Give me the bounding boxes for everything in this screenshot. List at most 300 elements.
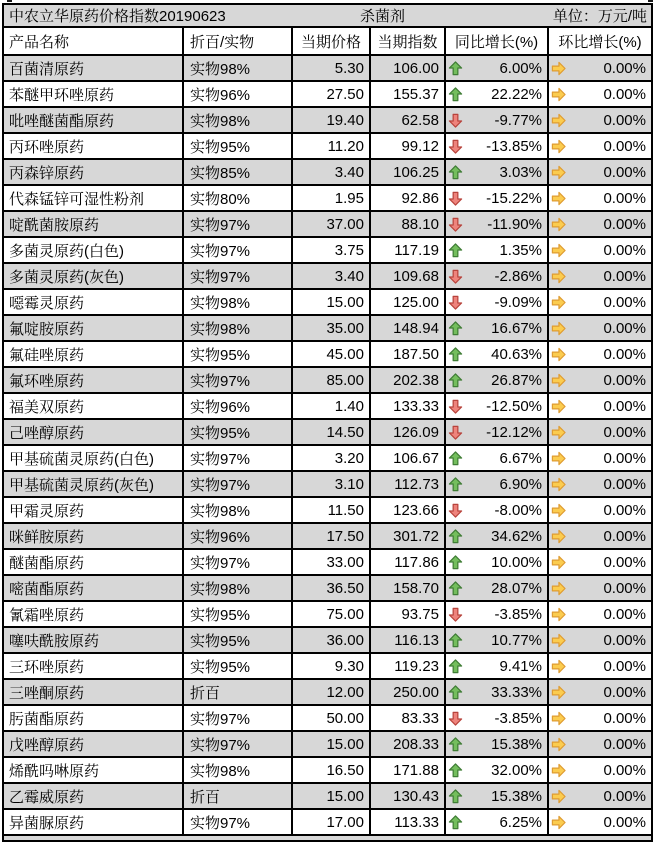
purity-cell: 实物97% bbox=[184, 446, 293, 470]
yoy-cell bbox=[446, 108, 549, 132]
index-cell: 130.43 bbox=[371, 784, 446, 808]
header-mom-growth: 环比增长(%) bbox=[558, 33, 642, 51]
yoy-value: -2.86% bbox=[494, 267, 542, 285]
table-row bbox=[4, 342, 651, 368]
mom-cell bbox=[549, 82, 651, 106]
price-cell: 36.00 bbox=[293, 628, 371, 652]
price-cell: 3.20 bbox=[293, 446, 371, 470]
right-arrow-icon bbox=[551, 607, 566, 622]
product-name-cell: 氟硅唑原药 bbox=[4, 342, 184, 366]
mom-value: 0.00% bbox=[603, 59, 646, 77]
price-cell: 3.10 bbox=[293, 472, 371, 496]
mom-cell bbox=[549, 342, 651, 366]
yoy-cell bbox=[446, 316, 549, 340]
index-cell: 109.68 bbox=[371, 264, 446, 288]
right-arrow-icon bbox=[551, 191, 566, 206]
right-arrow-icon bbox=[551, 763, 566, 778]
table-row bbox=[4, 238, 651, 264]
price-cell: 33.00 bbox=[293, 550, 371, 574]
index-cell: 123.66 bbox=[371, 498, 446, 522]
purity-cell: 折百 bbox=[184, 680, 293, 704]
product-name-cell: 己唑醇原药 bbox=[4, 420, 184, 444]
purity-cell: 实物97% bbox=[184, 732, 293, 756]
yoy-cell bbox=[446, 576, 549, 600]
product-name-cell: 肟菌酯原药 bbox=[4, 706, 184, 730]
product-name-cell: 氟环唑原药 bbox=[4, 368, 184, 392]
right-arrow-icon bbox=[551, 425, 566, 440]
unit-label: 单位：万元/吨 bbox=[552, 8, 647, 25]
product-name-cell: 吡唑醚菌酯原药 bbox=[4, 108, 184, 132]
price-cell: 15.00 bbox=[293, 732, 371, 756]
index-cell: 92.86 bbox=[371, 186, 446, 210]
purity-cell: 实物96% bbox=[184, 394, 293, 418]
yoy-value: 15.38% bbox=[491, 735, 542, 753]
index-cell: 133.33 bbox=[371, 394, 446, 418]
down-arrow-icon bbox=[448, 607, 463, 622]
right-arrow-icon bbox=[551, 399, 566, 414]
index-cell: 113.33 bbox=[371, 810, 446, 834]
purity-cell: 实物95% bbox=[184, 342, 293, 366]
up-arrow-icon bbox=[448, 737, 463, 752]
yoy-value: -11.90% bbox=[487, 215, 542, 233]
index-cell: 116.13 bbox=[371, 628, 446, 652]
header-index: 当期指数 bbox=[371, 28, 446, 54]
yoy-value: 33.33% bbox=[491, 683, 542, 701]
table-row bbox=[4, 472, 651, 498]
up-arrow-icon bbox=[448, 685, 463, 700]
mom-value: 0.00% bbox=[603, 527, 646, 545]
mom-cell bbox=[549, 56, 651, 80]
index-cell: 119.23 bbox=[371, 654, 446, 678]
mom-value: 0.00% bbox=[603, 215, 646, 233]
mom-cell bbox=[549, 420, 651, 444]
product-name-cell: 醚菌酯原药 bbox=[4, 550, 184, 574]
mom-cell bbox=[549, 472, 651, 496]
product-name-cell: 烯酰吗啉原药 bbox=[4, 758, 184, 782]
down-arrow-icon bbox=[448, 711, 463, 726]
index-cell: 158.70 bbox=[371, 576, 446, 600]
right-arrow-icon bbox=[551, 477, 566, 492]
table-row bbox=[4, 654, 651, 680]
mom-cell bbox=[549, 238, 651, 262]
yoy-value: 6.25% bbox=[499, 813, 542, 831]
yoy-cell bbox=[446, 446, 549, 470]
product-name-cell: 丙环唑原药 bbox=[4, 134, 184, 158]
price-cell: 3.40 bbox=[293, 160, 371, 184]
index-cell: 88.10 bbox=[371, 212, 446, 236]
table-row bbox=[4, 498, 651, 524]
up-arrow-icon bbox=[448, 633, 463, 648]
up-arrow-icon bbox=[448, 165, 463, 180]
index-cell: 301.72 bbox=[371, 524, 446, 548]
table-row bbox=[4, 264, 651, 290]
up-arrow-icon bbox=[448, 659, 463, 674]
purity-cell: 实物97% bbox=[184, 368, 293, 392]
yoy-value: 6.90% bbox=[499, 475, 542, 493]
yoy-value: 10.77% bbox=[491, 631, 542, 649]
yoy-cell bbox=[446, 160, 549, 184]
product-name-cell: 氰霜唑原药 bbox=[4, 602, 184, 626]
purity-cell: 实物96% bbox=[184, 524, 293, 548]
yoy-cell bbox=[446, 758, 549, 782]
down-arrow-icon bbox=[448, 191, 463, 206]
yoy-cell bbox=[446, 264, 549, 288]
price-cell: 15.00 bbox=[293, 784, 371, 808]
up-arrow-icon bbox=[448, 763, 463, 778]
table-row bbox=[4, 160, 651, 186]
price-cell: 50.00 bbox=[293, 706, 371, 730]
yoy-cell bbox=[446, 420, 549, 444]
index-cell: 148.94 bbox=[371, 316, 446, 340]
mom-value: 0.00% bbox=[603, 163, 646, 181]
right-arrow-icon bbox=[551, 659, 566, 674]
right-arrow-icon bbox=[551, 243, 566, 258]
mom-cell bbox=[549, 446, 651, 470]
mom-value: 0.00% bbox=[603, 761, 646, 779]
mom-cell bbox=[549, 654, 651, 678]
index-cell: 106.67 bbox=[371, 446, 446, 470]
mom-cell bbox=[549, 394, 651, 418]
yoy-cell bbox=[446, 342, 549, 366]
up-arrow-icon bbox=[448, 451, 463, 466]
index-cell: 155.37 bbox=[371, 82, 446, 106]
yoy-value: -9.09% bbox=[494, 293, 542, 311]
index-cell: 250.00 bbox=[371, 680, 446, 704]
price-cell: 45.00 bbox=[293, 342, 371, 366]
yoy-cell bbox=[446, 56, 549, 80]
header-price: 当期价格 bbox=[293, 28, 371, 54]
price-cell: 1.95 bbox=[293, 186, 371, 210]
yoy-cell bbox=[446, 186, 549, 210]
purity-cell: 实物97% bbox=[184, 472, 293, 496]
table-row bbox=[4, 186, 651, 212]
down-arrow-icon bbox=[448, 399, 463, 414]
mom-cell bbox=[549, 810, 651, 834]
mom-cell bbox=[549, 316, 651, 340]
index-cell: 99.12 bbox=[371, 134, 446, 158]
mom-value: 0.00% bbox=[603, 267, 646, 285]
purity-cell: 实物97% bbox=[184, 550, 293, 574]
mom-cell bbox=[549, 368, 651, 392]
mom-cell bbox=[549, 160, 651, 184]
yoy-cell bbox=[446, 290, 549, 314]
right-arrow-icon bbox=[551, 503, 566, 518]
mom-value: 0.00% bbox=[603, 735, 646, 753]
purity-cell: 实物95% bbox=[184, 602, 293, 626]
purity-cell: 实物97% bbox=[184, 238, 293, 262]
yoy-value: 1.35% bbox=[499, 241, 542, 259]
product-name-cell: 代森锰锌可湿性粉剂 bbox=[4, 186, 184, 210]
yoy-value: 6.67% bbox=[499, 449, 542, 467]
index-cell: 93.75 bbox=[371, 602, 446, 626]
mom-value: 0.00% bbox=[603, 657, 646, 675]
right-arrow-icon bbox=[551, 451, 566, 466]
purity-cell: 实物98% bbox=[184, 576, 293, 600]
yoy-value: -9.77% bbox=[494, 111, 542, 129]
right-arrow-icon bbox=[551, 295, 566, 310]
index-cell: 202.38 bbox=[371, 368, 446, 392]
mom-value: 0.00% bbox=[603, 423, 646, 441]
header-yoy-growth: 同比增长(%) bbox=[446, 28, 549, 54]
mom-cell bbox=[549, 628, 651, 652]
table-row bbox=[4, 290, 651, 316]
purity-cell: 实物80% bbox=[184, 186, 293, 210]
table-row bbox=[4, 394, 651, 420]
product-name-cell: 戊唑醇原药 bbox=[4, 732, 184, 756]
mom-cell bbox=[549, 550, 651, 574]
mom-cell bbox=[549, 602, 651, 626]
mom-value: 0.00% bbox=[603, 579, 646, 597]
yoy-value: 34.62% bbox=[491, 527, 542, 545]
mom-value: 0.00% bbox=[603, 813, 646, 831]
mom-cell bbox=[549, 134, 651, 158]
price-cell: 9.30 bbox=[293, 654, 371, 678]
price-cell: 17.50 bbox=[293, 524, 371, 548]
table-row bbox=[4, 108, 651, 134]
product-name-cell: 三唑酮原药 bbox=[4, 680, 184, 704]
yoy-value: 6.00% bbox=[499, 59, 542, 77]
price-cell: 35.00 bbox=[293, 316, 371, 340]
mom-cell bbox=[549, 758, 651, 782]
down-arrow-icon bbox=[448, 425, 463, 440]
up-arrow-icon bbox=[448, 347, 463, 362]
purity-cell: 实物98% bbox=[184, 108, 293, 132]
product-name-cell: 多菌灵原药(白色) bbox=[4, 238, 184, 262]
up-arrow-icon bbox=[448, 477, 463, 492]
table-row bbox=[4, 576, 651, 602]
yoy-value: 40.63% bbox=[491, 345, 542, 363]
purity-cell: 实物97% bbox=[184, 212, 293, 236]
mom-value: 0.00% bbox=[603, 189, 646, 207]
yoy-value: 28.07% bbox=[491, 579, 542, 597]
mom-cell bbox=[549, 186, 651, 210]
price-cell: 27.50 bbox=[293, 82, 371, 106]
yoy-value: 32.00% bbox=[491, 761, 542, 779]
yoy-cell bbox=[446, 680, 549, 704]
mom-value: 0.00% bbox=[603, 319, 646, 337]
price-cell: 15.00 bbox=[293, 290, 371, 314]
clipped-row-below bbox=[4, 836, 651, 842]
mom-value: 0.00% bbox=[603, 111, 646, 129]
price-cell: 17.00 bbox=[293, 810, 371, 834]
mom-value: 0.00% bbox=[603, 631, 646, 649]
page-title: 中农立华原药价格指数20190623 bbox=[9, 8, 226, 25]
table-row bbox=[4, 524, 651, 550]
up-arrow-icon bbox=[448, 789, 463, 804]
mom-cell bbox=[549, 680, 651, 704]
purity-cell: 实物95% bbox=[184, 420, 293, 444]
mom-value: 0.00% bbox=[603, 137, 646, 155]
purity-cell: 实物98% bbox=[184, 316, 293, 340]
product-name-cell: 氟啶胺原药 bbox=[4, 316, 184, 340]
index-cell: 187.50 bbox=[371, 342, 446, 366]
yoy-value: 9.41% bbox=[499, 657, 542, 675]
right-arrow-icon bbox=[551, 87, 566, 102]
index-cell: 125.00 bbox=[371, 290, 446, 314]
price-cell: 16.50 bbox=[293, 758, 371, 782]
product-name-cell: 噻呋酰胺原药 bbox=[4, 628, 184, 652]
price-cell: 11.50 bbox=[293, 498, 371, 522]
right-arrow-icon bbox=[551, 113, 566, 128]
yoy-value: 10.00% bbox=[491, 553, 542, 571]
product-name-cell: 多菌灵原药(灰色) bbox=[4, 264, 184, 288]
mom-cell bbox=[549, 784, 651, 808]
purity-cell: 实物97% bbox=[184, 264, 293, 288]
table-row bbox=[4, 810, 651, 836]
up-arrow-icon bbox=[448, 243, 463, 258]
right-arrow-icon bbox=[551, 711, 566, 726]
table-row bbox=[4, 784, 651, 810]
product-name-cell: 百菌清原药 bbox=[4, 56, 184, 80]
yoy-value: -3.85% bbox=[494, 605, 542, 623]
clipped-text-fragment bbox=[648, 0, 653, 2]
table-row bbox=[4, 706, 651, 732]
down-arrow-icon bbox=[448, 113, 463, 128]
table-row bbox=[4, 602, 651, 628]
table-title-bar bbox=[4, 5, 651, 28]
yoy-cell bbox=[446, 82, 549, 106]
product-name-cell: 异菌脲原药 bbox=[4, 810, 184, 834]
price-cell: 36.50 bbox=[293, 576, 371, 600]
purity-cell: 实物96% bbox=[184, 82, 293, 106]
right-arrow-icon bbox=[551, 555, 566, 570]
index-cell: 117.19 bbox=[371, 238, 446, 262]
right-arrow-icon bbox=[551, 685, 566, 700]
product-name-cell: 噁霉灵原药 bbox=[4, 290, 184, 314]
up-arrow-icon bbox=[448, 815, 463, 830]
product-name-cell: 苯醚甲环唑原药 bbox=[4, 82, 184, 106]
product-name-cell: 嘧菌酯原药 bbox=[4, 576, 184, 600]
table-row bbox=[4, 82, 651, 108]
price-cell: 3.40 bbox=[293, 264, 371, 288]
up-arrow-icon bbox=[448, 581, 463, 596]
up-arrow-icon bbox=[448, 555, 463, 570]
mom-cell bbox=[549, 108, 651, 132]
mom-value: 0.00% bbox=[603, 397, 646, 415]
price-cell: 19.40 bbox=[293, 108, 371, 132]
right-arrow-icon bbox=[551, 217, 566, 232]
down-arrow-icon bbox=[448, 269, 463, 284]
index-cell: 171.88 bbox=[371, 758, 446, 782]
mom-value: 0.00% bbox=[603, 605, 646, 623]
mom-cell bbox=[549, 264, 651, 288]
mom-cell bbox=[549, 212, 651, 236]
index-cell: 106.00 bbox=[371, 56, 446, 80]
purity-cell: 实物95% bbox=[184, 628, 293, 652]
mom-value: 0.00% bbox=[603, 241, 646, 259]
yoy-cell bbox=[446, 810, 549, 834]
product-name-cell: 甲霜灵原药 bbox=[4, 498, 184, 522]
table-row bbox=[4, 732, 651, 758]
yoy-cell bbox=[446, 368, 549, 392]
yoy-value: 16.67% bbox=[491, 319, 542, 337]
right-arrow-icon bbox=[551, 581, 566, 596]
down-arrow-icon bbox=[448, 503, 463, 518]
table-row bbox=[4, 628, 651, 654]
index-cell: 83.33 bbox=[371, 706, 446, 730]
table-row bbox=[4, 446, 651, 472]
index-cell: 106.25 bbox=[371, 160, 446, 184]
header-product-name: 产品名称 bbox=[4, 28, 184, 54]
product-name-cell: 啶酰菌胺原药 bbox=[4, 212, 184, 236]
price-cell: 1.40 bbox=[293, 394, 371, 418]
yoy-value: -12.50% bbox=[486, 397, 542, 415]
purity-cell: 折百 bbox=[184, 784, 293, 808]
product-name-cell: 甲基硫菌灵原药(白色) bbox=[4, 446, 184, 470]
purity-cell: 实物85% bbox=[184, 160, 293, 184]
mom-value: 0.00% bbox=[603, 85, 646, 103]
down-arrow-icon bbox=[448, 139, 463, 154]
yoy-cell bbox=[446, 134, 549, 158]
yoy-value: 22.22% bbox=[491, 85, 542, 103]
yoy-cell bbox=[446, 238, 549, 262]
mom-value: 0.00% bbox=[603, 501, 646, 519]
product-name-cell: 丙森锌原药 bbox=[4, 160, 184, 184]
mom-value: 0.00% bbox=[603, 293, 646, 311]
purity-cell: 实物97% bbox=[184, 810, 293, 834]
yoy-value: -13.85% bbox=[486, 137, 542, 155]
yoy-cell bbox=[446, 628, 549, 652]
mom-value: 0.00% bbox=[603, 345, 646, 363]
right-arrow-icon bbox=[551, 269, 566, 284]
table-row bbox=[4, 758, 651, 784]
index-cell: 126.09 bbox=[371, 420, 446, 444]
up-arrow-icon bbox=[448, 373, 463, 388]
table-row bbox=[4, 420, 651, 446]
price-cell: 75.00 bbox=[293, 602, 371, 626]
up-arrow-icon bbox=[448, 61, 463, 76]
yoy-value: -8.00% bbox=[494, 501, 542, 519]
yoy-cell bbox=[446, 654, 549, 678]
mom-value: 0.00% bbox=[603, 449, 646, 467]
purity-cell: 实物95% bbox=[184, 134, 293, 158]
purity-cell: 实物98% bbox=[184, 290, 293, 314]
price-cell: 3.75 bbox=[293, 238, 371, 262]
mom-value: 0.00% bbox=[603, 371, 646, 389]
table-row bbox=[4, 316, 651, 342]
index-cell: 208.33 bbox=[371, 732, 446, 756]
mom-cell bbox=[549, 732, 651, 756]
mom-value: 0.00% bbox=[603, 475, 646, 493]
down-arrow-icon bbox=[448, 295, 463, 310]
price-index-table bbox=[2, 3, 653, 842]
product-name-cell: 咪鲜胺原药 bbox=[4, 524, 184, 548]
right-arrow-icon bbox=[551, 633, 566, 648]
yoy-value: -3.85% bbox=[494, 709, 542, 727]
yoy-cell bbox=[446, 472, 549, 496]
table-row bbox=[4, 368, 651, 394]
yoy-cell bbox=[446, 394, 549, 418]
yoy-cell bbox=[446, 732, 549, 756]
yoy-cell bbox=[446, 784, 549, 808]
mom-value: 0.00% bbox=[603, 787, 646, 805]
price-cell: 37.00 bbox=[293, 212, 371, 236]
table-row bbox=[4, 212, 651, 238]
right-arrow-icon bbox=[551, 321, 566, 336]
product-name-cell: 乙霉威原药 bbox=[4, 784, 184, 808]
up-arrow-icon bbox=[448, 529, 463, 544]
mom-value: 0.00% bbox=[603, 709, 646, 727]
yoy-value: -12.12% bbox=[486, 423, 542, 441]
purity-cell: 实物98% bbox=[184, 498, 293, 522]
yoy-cell bbox=[446, 602, 549, 626]
yoy-cell bbox=[446, 212, 549, 236]
mom-cell bbox=[549, 290, 651, 314]
price-cell: 12.00 bbox=[293, 680, 371, 704]
purity-cell: 实物98% bbox=[184, 56, 293, 80]
yoy-value: 15.38% bbox=[491, 787, 542, 805]
mom-cell bbox=[549, 498, 651, 522]
